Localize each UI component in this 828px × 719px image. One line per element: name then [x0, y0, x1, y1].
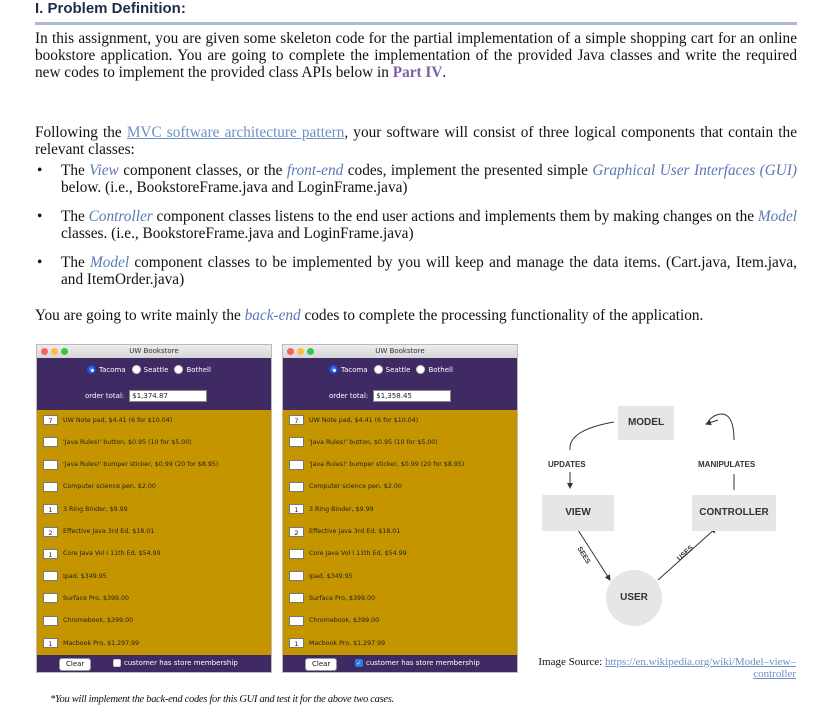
quantity-field[interactable]: [289, 437, 304, 447]
list-item: [289, 571, 353, 581]
quantity-field[interactable]: 7: [289, 415, 304, 425]
item-label: Ipad, $349.95: [63, 572, 107, 580]
order-total-label: order total:: [85, 392, 125, 400]
close-icon[interactable]: [287, 348, 294, 355]
item-label: 3 Ring Binder, $9.99: [309, 505, 374, 513]
window-titlebar[interactable]: [37, 345, 271, 358]
action-bar: [283, 655, 517, 672]
quantity-field[interactable]: [289, 460, 304, 470]
list-item: [43, 504, 128, 514]
window-title: UW Bookstore: [129, 347, 179, 355]
order-total-field[interactable]: $1,358.45: [373, 390, 451, 402]
user-circle: USER: [606, 570, 662, 626]
mvc-link[interactable]: MVC software architecture pattern: [126, 124, 345, 141]
item-label: 'Java Rules!' bumper sticker, $0.99 (20 for $8.95): [63, 461, 219, 469]
view-box: VIEW: [542, 495, 614, 531]
list-item: [43, 616, 133, 626]
campus-radio-bothell[interactable]: Bothell: [174, 365, 210, 374]
item-list: [283, 410, 517, 655]
campus-radio-bothell[interactable]: Bothell: [416, 365, 452, 374]
close-icon[interactable]: [41, 348, 48, 355]
item-label: Computer science pen, $2.00: [309, 483, 402, 491]
quantity-field[interactable]: 7: [43, 415, 58, 425]
intro-paragraph: In this assignment, you are given some skeleton code for the partial implementation of a simple shopping cart for an online bookstore application. You are going to complete the implementation of the provided Java classes and write the required new codes to implement the provided class APIs below in Part IV.: [35, 30, 797, 81]
mvc-paragraph: Following the MVC software architecture pattern, your software will consist of three logical components that contain the relevant classes:: [35, 124, 797, 158]
list-item: [289, 460, 464, 470]
item-label: Core Java Vol I 11th Ed, $54.99: [309, 550, 407, 558]
radio-icon: [416, 365, 425, 374]
heading-rule: [35, 22, 797, 25]
radio-icon: [374, 365, 383, 374]
action-bar: [37, 655, 271, 672]
order-total-row: [329, 390, 451, 402]
quantity-field[interactable]: 1: [289, 504, 304, 514]
item-label: Chromebook, $399.00: [309, 617, 380, 625]
order-total-label: order total:: [329, 392, 369, 400]
list-item-controller: • The Controller component classes listens to the end user actions and implements them by making changes on the Model classes. (i.e., BookstoreFrame.java and LoginFrame.java): [37, 208, 797, 242]
window-controls: [287, 348, 314, 355]
quantity-field[interactable]: [43, 482, 58, 492]
quantity-field[interactable]: [43, 616, 58, 626]
item-label: 'Java Rules!' button, $0.95 (10 for $5.00): [309, 438, 438, 446]
quantity-field[interactable]: [289, 616, 304, 626]
quantity-field[interactable]: [289, 571, 304, 581]
list-item: [43, 638, 139, 648]
uses-label: USES: [676, 544, 695, 563]
item-label: Surface Pro, $399.00: [63, 594, 130, 602]
item-label: Surface Pro, $399.00: [309, 594, 376, 602]
item-label: Core Java Vol I 11th Ed, $54.99: [63, 550, 161, 558]
item-label: UW Note pad, $4.41 (6 for $10.04): [63, 416, 173, 424]
list-item: [289, 415, 418, 425]
minimize-icon[interactable]: [297, 348, 304, 355]
quantity-field[interactable]: 2: [43, 527, 58, 537]
image-source-link[interactable]: https://en.wikipedia.org/wiki/Model–view–controller: [604, 656, 796, 680]
manipulates-label: MANIPULATES: [698, 460, 756, 469]
list-item: [43, 460, 218, 470]
list-item: [43, 571, 107, 581]
updates-label: UPDATES: [548, 460, 586, 469]
quantity-field[interactable]: [43, 593, 58, 603]
membership-label: customer has store membership: [366, 659, 480, 667]
list-item: [289, 504, 374, 514]
zoom-icon[interactable]: [307, 348, 314, 355]
item-label: 'Java Rules!' button, $0.95 (10 for $5.00): [63, 438, 192, 446]
list-item: [43, 415, 172, 425]
list-item: [289, 437, 438, 447]
quantity-field[interactable]: 1: [43, 549, 58, 559]
clear-button[interactable]: Clear: [59, 658, 91, 671]
quantity-field[interactable]: [289, 482, 304, 492]
list-item: [43, 527, 154, 537]
list-item: [289, 482, 402, 492]
membership-label: customer has store membership: [124, 659, 238, 667]
quantity-field[interactable]: 1: [43, 504, 58, 514]
list-item-model: • The Model component classes to be implemented by you will keep and manage the data items. (Cart.java, Item.java, and ItemOrder.java): [37, 254, 797, 288]
list-item: [289, 616, 379, 626]
checkbox-icon: [113, 659, 121, 667]
section-heading: I. Problem Definition:: [35, 0, 186, 17]
controller-box: CONTROLLER: [692, 495, 776, 531]
mvc-diagram: [538, 392, 798, 632]
list-item-view: • The View component classes, or the front-end codes, implement the presented simple Graphical User Interfaces (GUI) below. (i.e., BookstoreFrame.java and LoginFrame.java): [37, 162, 798, 196]
item-label: 3 Ring Binder, $9.99: [63, 505, 128, 513]
footnote: *You will implement the back-end codes for this GUI and test it for the above two cases.: [50, 694, 394, 705]
bookstore-window-case-1: [37, 345, 271, 672]
list-item: [43, 482, 156, 492]
campus-panel: [283, 358, 517, 410]
campus-radio-tacoma[interactable]: Tacoma: [329, 365, 368, 374]
campus-radio-seattle[interactable]: Seattle: [374, 365, 411, 374]
campus-radio-tacoma[interactable]: Tacoma: [87, 365, 126, 374]
list-item: [289, 549, 407, 559]
campus-radio-group: [87, 365, 211, 374]
zoom-icon[interactable]: [61, 348, 68, 355]
quantity-field[interactable]: [43, 460, 58, 470]
quantity-field[interactable]: [43, 437, 58, 447]
list-item: [289, 527, 400, 537]
quantity-field[interactable]: [289, 593, 304, 603]
summary-paragraph: You are going to write mainly the back-end codes to complete the processing functionality of the application.: [35, 307, 704, 324]
item-label: Chromebook, $399.00: [63, 617, 134, 625]
item-label: Macbook Pro, $1,297.99: [63, 639, 140, 647]
radio-icon: [87, 365, 96, 374]
list-item: [43, 549, 161, 559]
item-label: UW Note pad, $4.41 (6 for $10.04): [309, 416, 419, 424]
quantity-field[interactable]: [289, 549, 304, 559]
campus-radio-group: [329, 365, 453, 374]
quantity-field[interactable]: [43, 571, 58, 581]
bookstore-window-case-2: [283, 345, 517, 672]
order-total-field[interactable]: $1,374.87: [129, 390, 207, 402]
checkbox-icon: ✓: [356, 660, 362, 667]
item-label: Effective Java 3rd Ed, $18.01: [309, 528, 401, 535]
image-source: Image Source: https://en.wikipedia.org/wiki/Model–view–controller: [538, 656, 796, 680]
clear-button[interactable]: Clear: [305, 658, 337, 671]
order-total-row: [85, 390, 207, 402]
quantity-field[interactable]: 1: [43, 638, 58, 648]
window-titlebar[interactable]: [283, 345, 517, 358]
membership-checkbox[interactable]: [113, 659, 238, 667]
campus-radio-seattle[interactable]: Seattle: [132, 365, 169, 374]
window-title: UW Bookstore: [375, 347, 425, 355]
quantity-field[interactable]: 2: [289, 527, 304, 537]
item-label: Effective Java 3rd Ed, $18.01: [63, 528, 155, 535]
radio-icon: [329, 365, 338, 374]
radio-icon: [132, 365, 141, 374]
list-item: [289, 638, 385, 648]
list-item: [43, 437, 192, 447]
list-item: [43, 593, 129, 603]
window-controls: [41, 348, 68, 355]
membership-checkbox[interactable]: [355, 659, 480, 667]
radio-icon: [174, 365, 183, 374]
minimize-icon[interactable]: [51, 348, 58, 355]
item-list: [37, 410, 271, 655]
model-box: MODEL: [618, 406, 674, 440]
sees-label: SEES: [575, 545, 592, 566]
component-list: [35, 162, 797, 300]
quantity-field[interactable]: 1: [289, 638, 304, 648]
campus-panel: [37, 358, 271, 410]
item-label: Ipad, $349.95: [309, 572, 353, 580]
list-item: [289, 593, 375, 603]
item-label: 'Java Rules!' bumper sticker, $0.99 (20 for $8.95): [309, 461, 465, 469]
item-label: Macbook Pro, $1,297.99: [309, 639, 386, 647]
item-label: Computer science pen, $2.00: [63, 483, 156, 491]
